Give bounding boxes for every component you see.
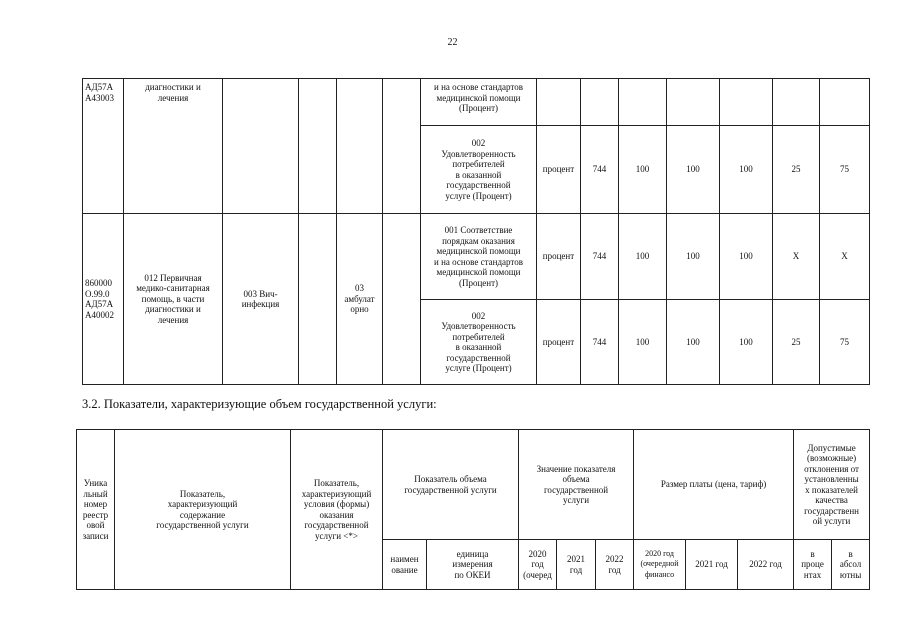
- header-volume-indicator: Показатель объема государственной услуги: [383, 430, 519, 540]
- subheader-name: наимен ование: [383, 540, 427, 590]
- volume-indicators-table: [76, 429, 870, 590]
- deviation-pct: 25: [773, 300, 820, 385]
- subheader-fee-2022: 2022 год: [738, 540, 794, 590]
- deviation-abs: 75: [820, 300, 870, 385]
- unit-cell: процент: [537, 126, 581, 214]
- value-2020: 100: [619, 126, 667, 214]
- subheader-unit: единица измерения по ОКЕИ: [427, 540, 519, 590]
- page-number: 22: [447, 37, 458, 48]
- value-2022: 100: [720, 214, 773, 300]
- subheader-2021: 2021 год: [557, 540, 596, 590]
- table-header-row: [77, 430, 870, 540]
- indicator-name: 001 Соответствие порядкам оказания медицинской помощи и на основе стандартов медицинской помощи (Процент): [421, 214, 537, 300]
- service-content-2: 003 Вич- инфекция: [223, 214, 299, 385]
- subheader-2020: 2020 год (очеред: [519, 540, 557, 590]
- header-deviation: Допустимые (возможные) отклонения от установленны х показателей качества государственн ой услуги: [794, 430, 870, 540]
- value-2020: 100: [619, 214, 667, 300]
- unit-cell: процент: [537, 300, 581, 385]
- header-fee: Размер платы (цена, тариф): [634, 430, 794, 540]
- header-service-condition: Показатель, характеризующий условия (формы) оказания государственной услуги <*>: [291, 430, 383, 590]
- okei-cell: 744: [581, 126, 619, 214]
- header-service-content: Показатель, характеризующий содержание государственной услуги: [115, 430, 291, 590]
- service-content: 012 Первичная медико-санитарная помощь, в части диагностики и лечения: [124, 214, 223, 385]
- subheader-pct: в проце нтах: [794, 540, 832, 590]
- record-code: АД57А А43003: [83, 79, 124, 214]
- unit-cell: процент: [537, 214, 581, 300]
- section-heading: 3.2. Показатели, характеризующие объем государственной услуги:: [82, 397, 437, 411]
- value-2022: 100: [720, 126, 773, 214]
- subheader-fee-2021: 2021 год: [686, 540, 738, 590]
- value-2021: 100: [667, 300, 720, 385]
- subheader-2022: 2022 год: [596, 540, 634, 590]
- table-row: [83, 214, 870, 300]
- indicator-name: и на основе стандартов медицинской помощи (Процент): [421, 79, 537, 126]
- value-2021: 100: [667, 126, 720, 214]
- value-2021: 100: [667, 214, 720, 300]
- deviation-pct: X: [773, 214, 820, 300]
- deviation-abs: 75: [820, 126, 870, 214]
- quality-indicators-table: [82, 78, 870, 385]
- okei-cell: 744: [581, 214, 619, 300]
- deviation-pct: 25: [773, 126, 820, 214]
- table-row: [83, 79, 870, 126]
- value-2020: 100: [619, 300, 667, 385]
- header-volume-value: Значение показателя объема государственной услуги: [519, 430, 634, 540]
- record-code: 860000 О.99.0 АД57А А40002: [83, 214, 124, 385]
- service-condition: 03 амбулат орно: [337, 214, 383, 385]
- subheader-fee-2020: 2020 год (очередной финансо: [634, 540, 686, 590]
- indicator-name: 002 Удовлетворенность потребителей в оказанной государственной услуге (Процент): [421, 126, 537, 214]
- header-unique-number: Уника льный номер реестр овой записи: [77, 430, 115, 590]
- indicator-name: 002 Удовлетворенность потребителей в оказанной государственной услуге (Процент): [421, 300, 537, 385]
- value-2022: 100: [720, 300, 773, 385]
- okei-cell: 744: [581, 300, 619, 385]
- service-content: диагностики и лечения: [124, 79, 223, 214]
- subheader-abs: в абсол ютны: [832, 540, 870, 590]
- deviation-abs: X: [820, 214, 870, 300]
